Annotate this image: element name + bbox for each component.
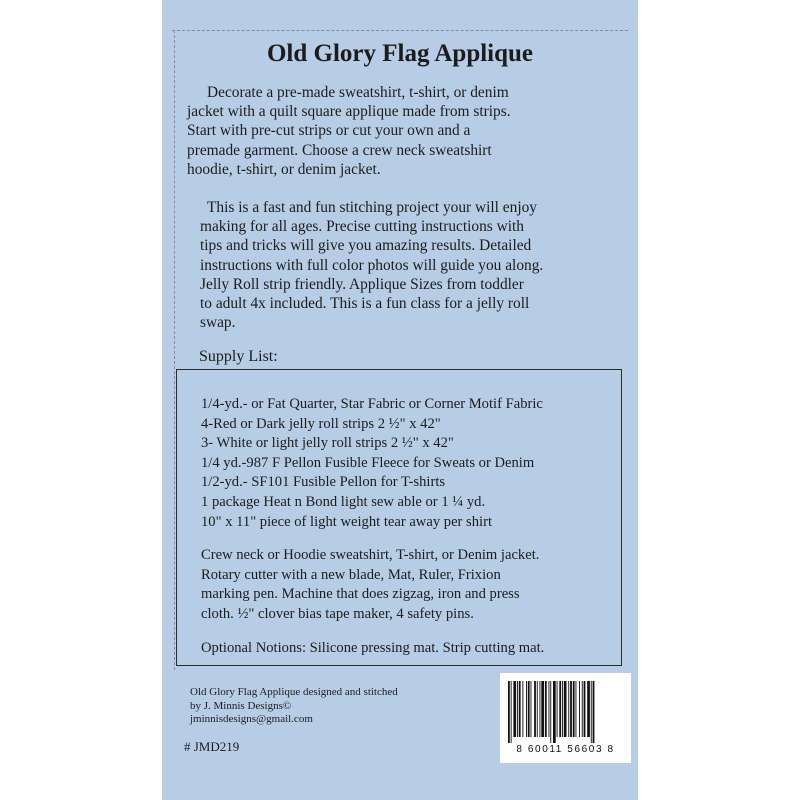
barcode-bar [573, 681, 575, 737]
barcode-bar [576, 681, 577, 737]
barcode-bar [557, 681, 558, 737]
supply-item: 1 package Heat n Bond light sew able or 1 ¼ yd. [201, 493, 486, 510]
intro-line: jacket with a quilt square applique made from strips. [187, 103, 511, 121]
barcode-bars-icon [507, 681, 624, 743]
supply-list-box [176, 369, 622, 666]
barcode-bar [584, 681, 586, 737]
barcode-bar [537, 681, 538, 737]
intro-line: Start with pre-cut strips or cut your own and a [187, 122, 471, 140]
supply-item: 1/4-yd.- or Fat Quarter, Star Fabric or Corner Motif Fabric [201, 396, 543, 412]
tools-line: marking pen. Machine that does zigzag, iron and press [201, 586, 520, 603]
barcode-bar [553, 681, 556, 743]
barcode-bar [545, 681, 547, 737]
barcode-bar [593, 681, 595, 743]
credit-line: Old Glory Flag Applique designed and stitched [190, 686, 398, 698]
barcode-bar [513, 681, 516, 737]
intro-line: hoodie, t-shirt, or denim jacket. [187, 160, 381, 178]
supply-list [201, 395, 543, 532]
description-line: instructions with full color photos will guide you along. [200, 256, 544, 274]
cut-line-top [172, 30, 628, 31]
barcode-bar [511, 681, 512, 743]
description-line: Jelly Roll strip friendly. Applique Sizes from toddler [200, 275, 524, 293]
description-line: tips and tricks will give you amazing results. Detailed [200, 237, 532, 255]
barcode-bar [528, 681, 530, 737]
barcode-bar [519, 681, 521, 737]
pattern-back-cover [162, 0, 638, 800]
supply-item: 10" x 11" piece of light weight tear away per shirt [201, 513, 492, 530]
barcode-bar [508, 681, 510, 743]
supply-item: 3- White or light jelly roll strips 2 ½" x 42" [201, 435, 454, 452]
barcode-bar [531, 681, 532, 737]
supply-list-heading: Supply List: [199, 348, 278, 365]
barcode-bar [582, 681, 583, 737]
description-line: making for all ages. Precise cutting instructions with [200, 218, 524, 236]
barcode [500, 673, 631, 763]
credit-line: by J. Minnis Designs© [190, 699, 292, 712]
barcode-bar [579, 681, 580, 737]
tools-line: Rotary cutter with a new blade, Mat, Ruler, Frixion [201, 566, 501, 583]
page-title: Old Glory Flag Applique [266, 40, 534, 67]
intro-line: premade garment. Choose a crew neck sweatshirt [187, 141, 492, 159]
barcode-bar [526, 681, 527, 737]
designer-email: jminnisdesigns@gmail.com [190, 713, 313, 725]
barcode-bar [559, 681, 561, 737]
supply-item: 1/4 yd.-987 F Pellon Fusible Fleece for Sweats or Denim [201, 454, 535, 471]
barcode-bar [591, 681, 592, 743]
designer-credit [190, 686, 398, 727]
tools-line: cloth. ½" clover bias tape maker, 4 safety pins. [201, 605, 474, 622]
description-line: swap. [200, 314, 236, 332]
supply-item: 4-Red or Dark jelly roll strips 2 ½" x 42" [201, 415, 441, 432]
description-paragraph [200, 198, 630, 332]
tools-paragraph [201, 546, 621, 624]
barcode-bar [587, 681, 590, 737]
intro-paragraph [187, 83, 627, 179]
barcode-bar [522, 681, 523, 737]
barcode-bar [540, 681, 541, 737]
barcode-bar [564, 681, 567, 737]
barcode-bar [562, 681, 563, 737]
barcode-bar [549, 681, 550, 737]
cut-line-left [174, 30, 175, 670]
tools-line: Crew neck or Hoodie sweatshirt, T-shirt, or Denim jacket. [201, 547, 540, 563]
supply-item: 1/2-yd.- SF101 Fusible Pellon for T-shirts [201, 474, 446, 491]
product-sku: # JMD219 [184, 739, 240, 754]
barcode-bar [534, 681, 536, 737]
intro-line: Decorate a pre-made sweatshirt, t-shirt, or denim [207, 84, 509, 101]
barcode-bar [517, 681, 518, 737]
optional-notions: Optional Notions: Silicone pressing mat. Strip cutting mat. [201, 640, 545, 656]
barcode-digits: 8 60011 56603 8 [516, 744, 615, 755]
barcode-bar [541, 681, 544, 737]
description-line: This is a fast and fun stitching project your will enjoy [207, 199, 537, 216]
description-line: to adult 4x included. This is a fun class for a jelly roll [200, 295, 530, 313]
barcode-bar [550, 681, 551, 743]
barcode-bar [568, 681, 569, 737]
barcode-bar [570, 681, 572, 737]
